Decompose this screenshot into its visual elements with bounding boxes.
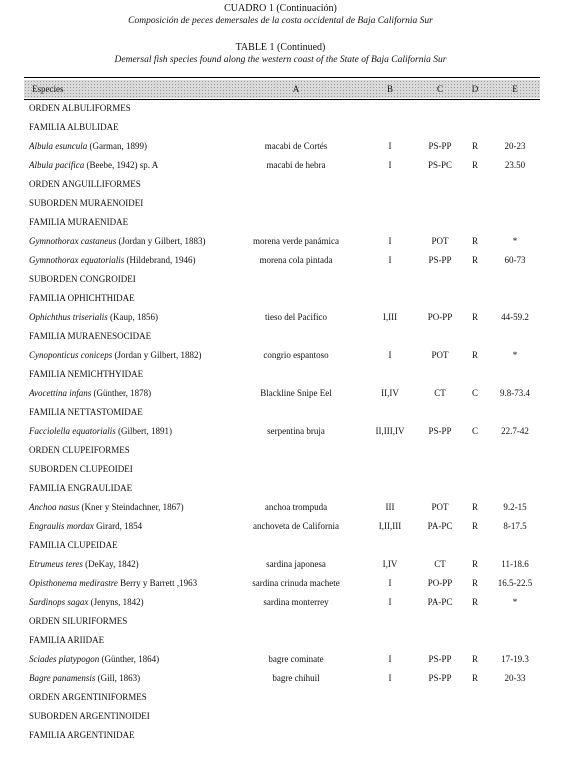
- column-c-cell: PS-PP: [428, 654, 452, 664]
- column-b-cell: I: [388, 597, 392, 607]
- taxon-group-row: [0, 118, 561, 137]
- column-header-a: A: [292, 84, 300, 94]
- species-author: Girard, 1854: [93, 521, 143, 531]
- species-name: Albula pacifica: [29, 160, 85, 170]
- taxon-group-label: FAMILIA MURAENIDAE: [29, 217, 129, 227]
- column-b-cell: II,IV: [381, 388, 399, 398]
- column-c-cell: CT: [434, 388, 446, 398]
- species-name: Anchoa nasus: [29, 502, 80, 512]
- species-row: [0, 517, 561, 536]
- species-cell: [29, 555, 139, 574]
- species-name: Avocettina infans: [29, 388, 92, 398]
- column-e-cell: 11-18.6: [501, 559, 529, 569]
- column-e-cell: 8-17.5: [503, 521, 527, 531]
- column-d-cell: R: [471, 350, 478, 360]
- species-author: (Jenyns, 1842): [88, 597, 144, 607]
- column-b-cell: I,III: [382, 312, 398, 322]
- species-name: Facciolella equatorialis: [29, 426, 116, 436]
- common-name-cell: Blackline Snipe Eel: [260, 388, 332, 398]
- species-name: Gymnothorax castaneus: [29, 236, 117, 246]
- taxon-group-label: FAMILIA MURAENESOCIDAE: [29, 331, 152, 341]
- column-d-cell: R: [471, 559, 478, 569]
- column-d-cell: R: [471, 141, 478, 151]
- taxon-group-row: [0, 213, 561, 232]
- column-b-cell: I: [388, 236, 392, 246]
- taxon-group-row: [0, 270, 561, 289]
- column-e-cell: 60-73: [504, 255, 526, 265]
- species-cell: [29, 650, 159, 669]
- common-name-cell: sardina japonesa: [266, 559, 326, 569]
- species-row: [0, 422, 561, 441]
- species-cell: [29, 422, 172, 441]
- common-name-cell: anchoveta de California: [253, 521, 339, 531]
- species-cell: [29, 308, 158, 327]
- column-d-cell: R: [471, 521, 478, 531]
- species-cell: [29, 517, 142, 536]
- species-cell: [29, 251, 195, 270]
- species-name: Albula esuncula: [29, 141, 88, 151]
- column-e-cell: *: [512, 350, 518, 360]
- column-e-cell: *: [512, 236, 518, 246]
- species-author: (Kaup, 1856): [107, 312, 159, 322]
- taxon-group-label: ORDEN ANGUILLIFORMES: [29, 179, 141, 189]
- column-e-cell: 20-23: [504, 141, 526, 151]
- column-c-cell: PO-PP: [427, 578, 453, 588]
- species-cell: [29, 498, 184, 517]
- species-row: [0, 308, 561, 327]
- common-name-cell: macabi de Cortés: [264, 141, 328, 151]
- species-row: [0, 251, 561, 270]
- common-name-cell: morena verde panámica: [253, 236, 339, 246]
- common-name-cell: sardina crinuda machete: [252, 578, 340, 588]
- column-header-c: C: [436, 84, 443, 94]
- column-d-cell: R: [471, 160, 478, 170]
- column-d-cell: R: [471, 502, 478, 512]
- column-header-b: B: [386, 84, 393, 94]
- column-e-cell: 20-33: [504, 673, 526, 683]
- species-author: Berry y Barrett ,1963: [117, 578, 198, 588]
- species-author: (Kner y Steindachner, 1867): [79, 502, 184, 512]
- common-name-cell: morena cola pintada: [259, 255, 333, 265]
- column-d-cell: R: [471, 673, 478, 683]
- column-e-cell: *: [512, 597, 518, 607]
- column-c-cell: POT: [431, 236, 449, 246]
- column-e-cell: 16.5-22.5: [497, 578, 533, 588]
- species-name: Etrumeus teres: [29, 559, 83, 569]
- column-e-cell: 9.8-73.4: [500, 388, 530, 398]
- column-b-cell: I: [388, 141, 392, 151]
- column-header-species: Especies: [32, 84, 64, 94]
- species-row: [0, 574, 561, 593]
- table-header: [24, 80, 540, 98]
- column-d-cell: R: [471, 654, 478, 664]
- taxon-group-label: SUBORDEN CONGROIDEI: [29, 274, 136, 284]
- species-name: Sardinops sagax: [29, 597, 89, 607]
- taxon-group-label: SUBORDEN MURAENOIDEI: [29, 198, 144, 208]
- column-b-cell: I,IV: [382, 559, 398, 569]
- species-author: (DeKay, 1842): [82, 559, 139, 569]
- species-cell: [29, 669, 140, 688]
- top-rule: [24, 77, 540, 78]
- table-subtitle-en: Demersal fish species found along the western coast of the State of Baja California Sur: [114, 55, 447, 65]
- column-b-cell: I: [388, 654, 392, 664]
- species-row: [0, 346, 561, 365]
- taxon-group-row: [0, 688, 561, 707]
- taxon-group-row: [0, 726, 561, 745]
- column-d-cell: R: [471, 578, 478, 588]
- common-name-cell: bagre cominate: [268, 654, 324, 664]
- column-header-d: D: [471, 84, 479, 94]
- table-caption-es: CUADRO 1 (Continuación): [224, 3, 337, 14]
- species-row: [0, 384, 561, 403]
- species-name: Bagre panamensis: [29, 673, 96, 683]
- column-c-cell: PS-PP: [428, 255, 452, 265]
- taxon-group-row: [0, 175, 561, 194]
- species-name: Opisthonema medirastre: [29, 578, 118, 588]
- taxon-group-row: [0, 631, 561, 650]
- common-name-cell: serpentina bruja: [267, 426, 325, 436]
- species-name: Engraulis mordax: [29, 521, 94, 531]
- column-b-cell: II,III,IV: [375, 426, 405, 436]
- column-d-cell: C: [471, 388, 478, 398]
- column-d-cell: R: [471, 255, 478, 265]
- table-caption-en: TABLE 1 (Continued): [235, 42, 326, 53]
- column-e-cell: 17-19.3: [501, 654, 529, 664]
- species-cell: [29, 593, 144, 612]
- species-author: (Jordan y Gilbert, 1882): [112, 350, 202, 360]
- common-name-cell: congrio espantoso: [263, 350, 329, 360]
- taxon-group-label: FAMILIA ARIIDAE: [29, 635, 105, 645]
- species-cell: [29, 346, 201, 365]
- species-name: Gymnothorax equatorialis: [29, 255, 125, 265]
- species-row: [0, 650, 561, 669]
- species-row: [0, 498, 561, 517]
- column-e-cell: 9.2-15: [503, 502, 527, 512]
- species-row: [0, 555, 561, 574]
- taxon-group-label: FAMILIA CLUPEIDAE: [29, 540, 118, 550]
- taxon-group-row: [0, 536, 561, 555]
- column-c-cell: POT: [431, 350, 449, 360]
- common-name-cell: anchoa trompuda: [264, 502, 328, 512]
- column-b-cell: I: [388, 578, 392, 588]
- species-row: [0, 232, 561, 251]
- column-c-cell: POT: [431, 502, 449, 512]
- column-b-cell: I: [388, 160, 392, 170]
- taxon-group-label: FAMILIA ENGRAULIDAE: [29, 483, 133, 493]
- species-cell: [29, 574, 197, 593]
- species-row: [0, 156, 561, 175]
- taxon-group-row: [0, 403, 561, 422]
- column-b-cell: III: [385, 502, 395, 512]
- taxon-group-label: ORDEN CLUPEIFORMES: [29, 445, 130, 455]
- species-cell: [29, 156, 158, 175]
- species-name: Sciades platypogon: [29, 654, 100, 664]
- taxon-group-label: FAMILIA ALBULIDAE: [29, 122, 119, 132]
- column-e-cell: 44-59.2: [501, 312, 529, 322]
- column-header-e: E: [512, 84, 518, 94]
- column-b-cell: I: [388, 673, 392, 683]
- common-name-cell: sardina monterrey: [263, 597, 329, 607]
- species-author: (Beebe, 1942) sp. A: [84, 160, 159, 170]
- column-d-cell: R: [471, 597, 478, 607]
- column-c-cell: PS-PC: [427, 160, 453, 170]
- taxon-group-label: FAMILIA NEMICHTHYIDAE: [29, 369, 144, 379]
- species-author: (Günther, 1878): [91, 388, 152, 398]
- species-cell: [29, 384, 151, 403]
- species-row: [0, 669, 561, 688]
- species-row: [0, 593, 561, 612]
- taxon-group-label: SUBORDEN CLUPEOIDEI: [29, 464, 133, 474]
- taxon-group-label: FAMILIA NETTASTOMIDAE: [29, 407, 143, 417]
- column-c-cell: PA-PC: [427, 521, 453, 531]
- species-author: (Jordan y Gilbert, 1883): [116, 236, 206, 246]
- species-author: (Gilbert, 1891): [115, 426, 172, 436]
- column-b-cell: I,II,III: [378, 521, 402, 531]
- taxon-group-row: [0, 479, 561, 498]
- taxon-group-row: [0, 441, 561, 460]
- taxon-group-label: ORDEN ALBULIFORMES: [29, 103, 131, 113]
- taxon-group-row: [0, 707, 561, 726]
- common-name-cell: tieso del Pacifico: [265, 312, 327, 322]
- common-name-cell: bagre chihuil: [272, 673, 320, 683]
- table-subtitle-es: Composición de peces demersales de la costa occidental de Baja California Sur: [128, 16, 433, 26]
- common-name-cell: macabi de hebra: [266, 160, 326, 170]
- taxon-group-row: [0, 99, 561, 118]
- column-e-cell: 23.50: [504, 160, 526, 170]
- column-c-cell: PS-PP: [428, 141, 452, 151]
- column-d-cell: R: [471, 236, 478, 246]
- column-e-cell: 22.7-42: [501, 426, 529, 436]
- column-c-cell: PS-PP: [428, 673, 452, 683]
- column-d-cell: R: [471, 312, 478, 322]
- taxon-group-row: [0, 194, 561, 213]
- species-author: (Gill, 1863): [95, 673, 141, 683]
- species-cell: [29, 232, 205, 251]
- taxon-group-row: [0, 612, 561, 631]
- column-c-cell: PA-PC: [427, 597, 453, 607]
- taxon-group-row: [0, 289, 561, 308]
- species-author: (Hildebrand, 1946): [124, 255, 196, 265]
- column-b-cell: I: [388, 350, 392, 360]
- taxon-group-label: FAMILIA OPHICHTHIDAE: [29, 293, 135, 303]
- species-name: Ophichthus triserialis: [29, 312, 108, 322]
- taxon-group-label: ORDEN SILURIFORMES: [29, 616, 128, 626]
- column-c-cell: CT: [434, 559, 446, 569]
- column-b-cell: I: [388, 255, 392, 265]
- column-d-cell: C: [471, 426, 478, 436]
- species-author: (Garman, 1899): [87, 141, 147, 151]
- taxon-group-row: [0, 460, 561, 479]
- table-body: [0, 99, 561, 745]
- taxon-group-row: [0, 327, 561, 346]
- column-c-cell: PO-PP: [427, 312, 453, 322]
- taxon-group-label: ORDEN ARGENTINIFORMES: [29, 692, 147, 702]
- species-author: (Günther, 1864): [99, 654, 160, 664]
- column-c-cell: PS-PP: [428, 426, 452, 436]
- species-row: [0, 137, 561, 156]
- taxon-group-row: [0, 365, 561, 384]
- species-cell: [29, 137, 147, 156]
- taxon-group-label: FAMILIA ARGENTINIDAE: [29, 730, 135, 740]
- taxon-group-label: SUBORDEN ARGENTINOIDEI: [29, 711, 150, 721]
- species-name: Cynoponticus coniceps: [29, 350, 113, 360]
